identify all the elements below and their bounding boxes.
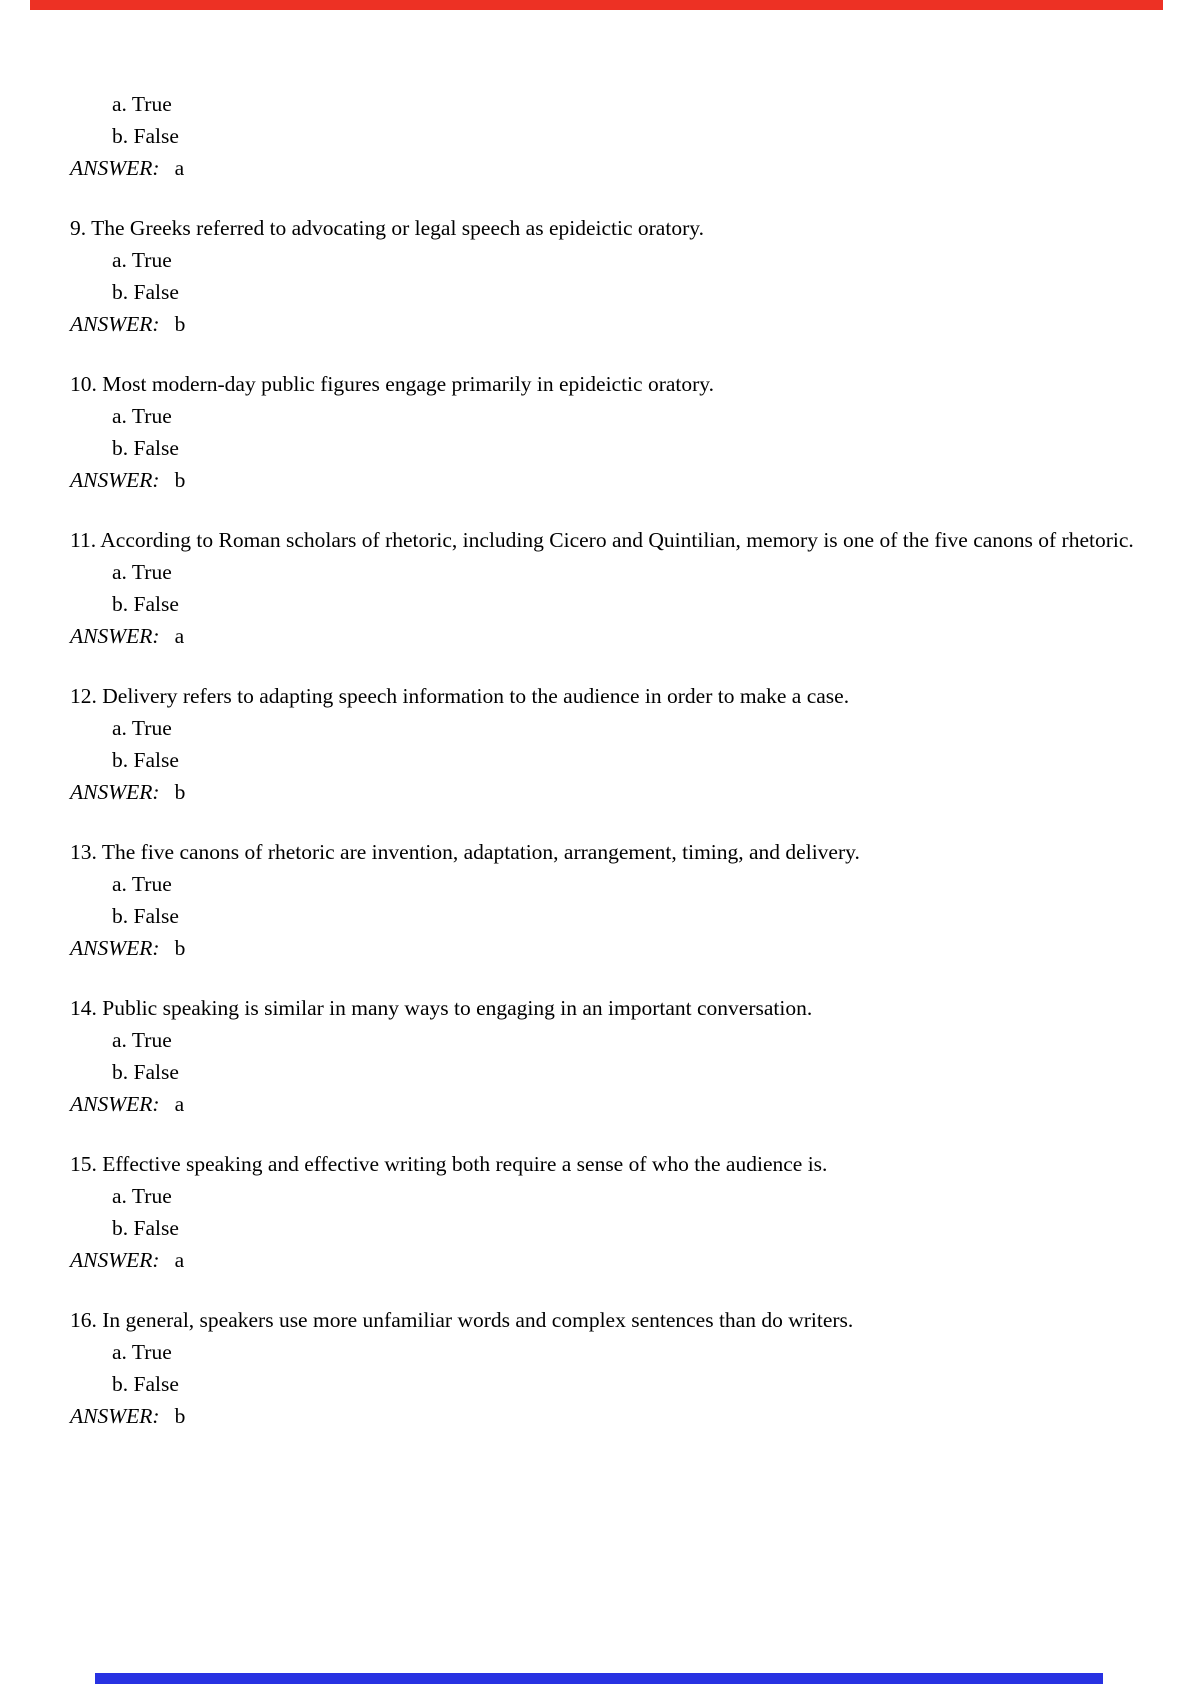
answer-line (70, 776, 1150, 808)
question-block (70, 992, 1150, 1120)
option-true: a. True (112, 248, 172, 272)
option-false: b. False (112, 592, 179, 616)
option-true: a. True (112, 1184, 172, 1208)
question-block (70, 680, 1150, 808)
question-text: 12. Delivery refers to adapting speech information to the audience in order to make a case. (70, 684, 850, 708)
option-true: a. True (112, 872, 172, 896)
answer-value: a (174, 1092, 185, 1116)
question-block (70, 524, 1150, 652)
option-false: b. False (112, 1216, 179, 1240)
answer-label: ANSWER: (70, 1248, 160, 1272)
bottom-page-edge-bar (95, 1673, 1103, 1684)
question-text: 13. The five canons of rhetoric are invention, adaptation, arrangement, timing, and delivery. (70, 840, 860, 864)
question-block (70, 836, 1150, 964)
answer-value: a (174, 156, 185, 180)
answer-value: b (174, 936, 186, 960)
answer-line (70, 464, 1150, 496)
question-text: 15. Effective speaking and effective writing both require a sense of who the audience is. (70, 1152, 828, 1176)
option-false: b. False (112, 1372, 179, 1396)
option-true: a. True (112, 92, 172, 116)
option-false: b. False (112, 124, 179, 148)
answer-label: ANSWER: (70, 1092, 160, 1116)
answer-line (70, 620, 1150, 652)
answer-label: ANSWER: (70, 468, 160, 492)
option-true: a. True (112, 560, 172, 584)
answer-label: ANSWER: (70, 624, 160, 648)
question-text: 10. Most modern-day public figures engage primarily in epideictic oratory. (70, 372, 715, 396)
answer-value: b (174, 312, 186, 336)
question-block (70, 1148, 1150, 1276)
answer-line (70, 1088, 1150, 1120)
top-page-edge-bar (30, 0, 1163, 10)
question-text: 16. In general, speakers use more unfamiliar words and complex sentences than do writers. (70, 1308, 854, 1332)
question-text: 9. The Greeks referred to advocating or legal speech as epideictic oratory. (70, 216, 704, 240)
question-block (70, 1304, 1150, 1432)
option-false: b. False (112, 436, 179, 460)
option-false: b. False (112, 904, 179, 928)
answer-label: ANSWER: (70, 780, 160, 804)
question-text: 14. Public speaking is similar in many ways to engaging in an important conversation. (70, 996, 813, 1020)
answer-value: a (174, 1248, 185, 1272)
answer-value: b (174, 468, 186, 492)
option-true: a. True (112, 1340, 172, 1364)
option-true: a. True (112, 404, 172, 428)
question-list (70, 88, 1150, 1432)
answer-label: ANSWER: (70, 936, 160, 960)
answer-value: b (174, 780, 186, 804)
question-block (70, 368, 1150, 496)
option-true: a. True (112, 1028, 172, 1052)
answer-label: ANSWER: (70, 156, 160, 180)
question-block (70, 88, 1150, 184)
option-false: b. False (112, 748, 179, 772)
answer-line (70, 308, 1150, 340)
option-false: b. False (112, 1060, 179, 1084)
answer-line (70, 932, 1150, 964)
answer-label: ANSWER: (70, 312, 160, 336)
option-true: a. True (112, 716, 172, 740)
answer-value: b (174, 1404, 186, 1428)
question-block (70, 212, 1150, 340)
answer-line (70, 152, 1150, 184)
answer-value: a (174, 624, 185, 648)
answer-label: ANSWER: (70, 1404, 160, 1428)
answer-line (70, 1244, 1150, 1276)
answer-line (70, 1400, 1150, 1432)
question-text: 11. According to Roman scholars of rhetoric, including Cicero and Quintilian, memory is one of the five canons of rhetoric. (70, 528, 1134, 552)
option-false: b. False (112, 280, 179, 304)
